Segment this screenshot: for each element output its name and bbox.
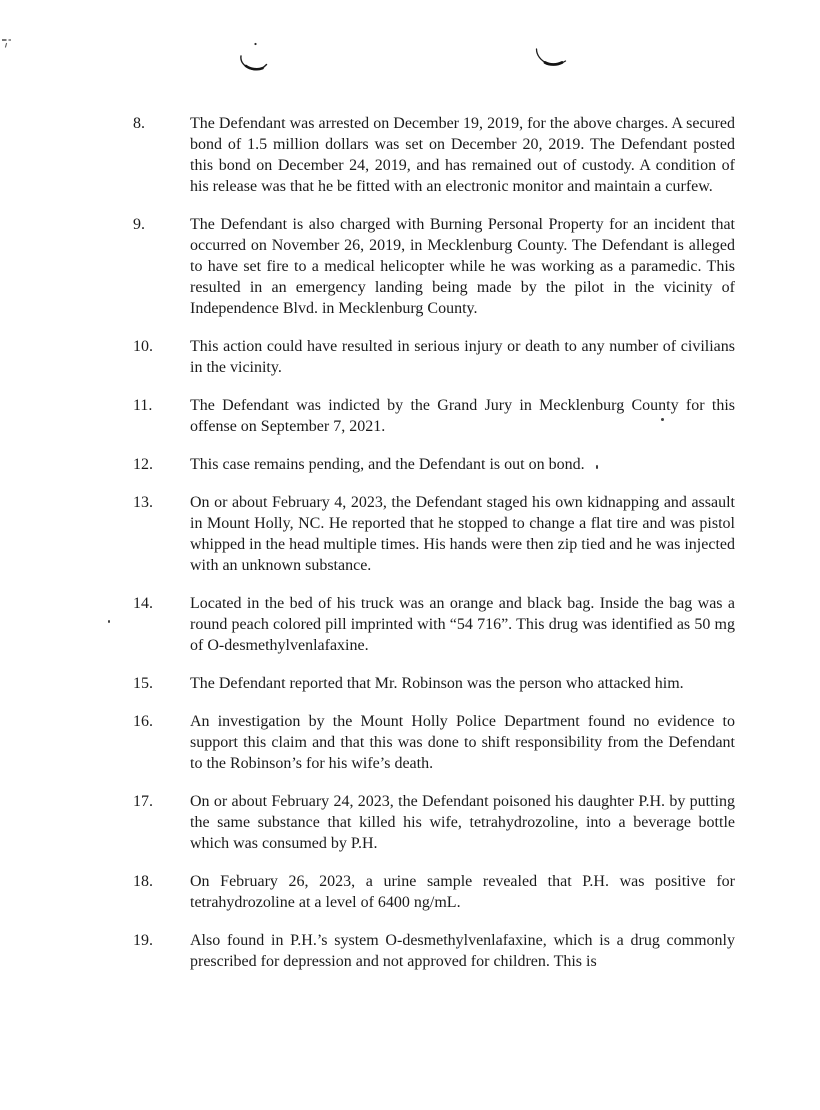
paragraph	[133, 593, 735, 656]
paragraph-number: 8.	[133, 115, 145, 132]
paragraph-number: 19.	[133, 932, 153, 949]
paragraph	[133, 454, 735, 475]
paragraph	[133, 673, 735, 694]
paragraph-text: The Defendant reported that Mr. Robinson was the person who attacked him.	[190, 675, 684, 692]
paragraph	[133, 871, 735, 913]
paragraph-number: 18.	[133, 873, 153, 890]
paragraph-text: On or about February 4, 2023, the Defendant staged his own kidnapping and assault in Mount Holly, NC. He reported that he stopped to change a flat tire and was pistol whipped in the head multiple times. His hands were then zip tied and he was injected with an unknown substance.	[190, 494, 735, 574]
paragraph-text: This action could have resulted in serious injury or death to any number of civilians in the vicinity.	[190, 338, 735, 376]
paragraph-text: This case remains pending, and the Defendant is out on bond.	[190, 456, 585, 473]
paragraph-number: 9.	[133, 216, 145, 233]
paragraph-list	[133, 113, 735, 989]
paragraph-text: Also found in P.H.’s system O-desmethylvenlafaxine, which is a drug commonly prescribed for depression and not approved for children. This is	[190, 932, 735, 970]
paragraph-text: Located in the bed of his truck was an orange and black bag. Inside the bag was a round peach colored pill imprinted with “54 716”. This drug was identified as 50 mg of O-desmethylvenlafaxine.	[190, 595, 735, 654]
pen-stroke-right-icon	[532, 45, 570, 71]
paragraph	[133, 214, 735, 319]
paragraph	[133, 711, 735, 774]
paragraph-text: On February 26, 2023, a urine sample revealed that P.H. was positive for tetrahydrozoline at a level of 6400 ng/mL.	[190, 873, 735, 911]
paragraph-number: 11.	[133, 397, 153, 414]
paragraph-number: 10.	[133, 338, 153, 355]
paragraph-number: 16.	[133, 713, 153, 730]
paragraph-number: 12.	[133, 456, 153, 473]
paragraph-text: The Defendant was indicted by the Grand Jury in Mecklenburg County for this offense on September 7, 2021.	[190, 397, 735, 435]
paragraph-text: The Defendant was arrested on December 19, 2019, for the above charges. A secured bond of 1.5 million dollars was set on December 20, 2019. The Defendant posted this bond on December 24, 2019, and has remained out of custody. A condition of his release was that he be fitted with an electronic monitor and maintain a curfew.	[190, 115, 735, 195]
paragraph	[133, 395, 735, 437]
pen-stroke-left-icon	[238, 41, 270, 75]
corner-scan-mark-icon	[2, 36, 18, 50]
paragraph	[133, 492, 735, 576]
scan-speck	[108, 620, 110, 623]
paragraph-number: 15.	[133, 675, 153, 692]
paragraph-number: 17.	[133, 793, 153, 810]
paragraph	[133, 791, 735, 854]
paragraph	[133, 113, 735, 197]
paragraph	[133, 336, 735, 378]
paragraph	[133, 930, 735, 972]
paragraph-text: The Defendant is also charged with Burning Personal Property for an incident that occurred on November 26, 2019, in Mecklenburg County. The Defendant is alleged to have set fire to a medical helicopter while he was working as a paramedic. This resulted in an emergency landing being made by the pilot in the vicinity of Independence Blvd. in Mecklenburg County.	[190, 216, 735, 317]
paragraph-number: 14.	[133, 595, 153, 612]
paragraph-text: On or about February 24, 2023, the Defendant poisoned his daughter P.H. by putting the same substance that killed his wife, tetrahydrozoline, into a beverage bottle which was consumed by P.H.	[190, 793, 735, 852]
paragraph-text: An investigation by the Mount Holly Police Department found no evidence to support this claim and that this was done to shift responsibility from the Defendant to the Robinson’s for his wife’s death.	[190, 713, 735, 772]
paragraph-number: 13.	[133, 494, 153, 511]
